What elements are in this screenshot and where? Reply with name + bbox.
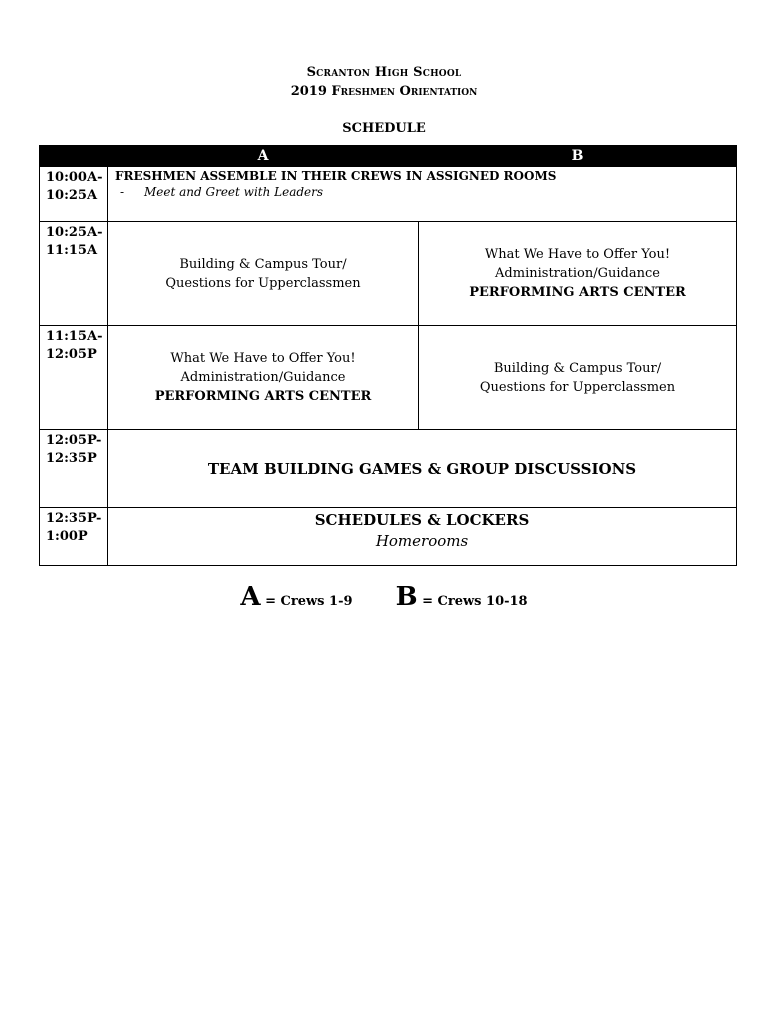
schedule-table (39, 145, 737, 566)
activity-cell (108, 508, 737, 566)
table-row (40, 430, 737, 508)
activity-line: Administration/Guidance (180, 370, 346, 385)
time-start: 12:35P- (46, 511, 102, 526)
table-row (40, 508, 737, 566)
activity-bullet (108, 184, 736, 200)
activity-location: PERFORMING ARTS CENTER (469, 285, 686, 300)
time-cell (40, 326, 108, 430)
activity-subtitle: Homerooms (375, 532, 469, 550)
schedule-title: SCHEDULE (342, 121, 426, 136)
legend-a-text: = Crews 1-9 (265, 594, 353, 609)
event-title: 2019 Freshmen Orientation (290, 84, 478, 99)
activity-line: Questions for Upperclassmen (479, 379, 676, 395)
time-start: 12:05P- (46, 433, 102, 448)
table-row (40, 326, 737, 430)
legend-b-text: = Crews 10-18 (422, 594, 528, 609)
activity-title: SCHEDULES & LOCKERS (314, 511, 530, 529)
table-row (40, 222, 737, 326)
bullet-text: Meet and Greet with Leaders (144, 185, 324, 199)
table-header-row (40, 146, 737, 167)
group-b-activity (419, 326, 737, 430)
school-name: Scranton High School (306, 65, 462, 80)
time-end: 12:05P (46, 347, 97, 362)
time-start: 10:25A- (46, 225, 103, 240)
activity-line: Building & Campus Tour/ (493, 360, 662, 376)
time-cell (40, 167, 108, 222)
activity-cell (108, 167, 737, 222)
activity-line: What We Have to Offer You! (484, 247, 671, 262)
time-end: 10:25A (46, 188, 98, 203)
group-b-activity (419, 222, 737, 326)
activity-line: What We Have to Offer You! (170, 351, 356, 366)
crew-legend (0, 582, 768, 612)
header-blank (40, 146, 108, 167)
time-start: 10:00A- (46, 170, 103, 185)
column-b-header: B (419, 146, 737, 167)
time-cell (40, 508, 108, 566)
activity-title: FRESHMEN ASSEMBLE IN THEIR CREWS IN ASSIGNED ROOMS (115, 169, 557, 183)
time-cell (40, 430, 108, 508)
activity-line: Building & Campus Tour/ (179, 256, 347, 272)
time-start: 11:15A- (46, 329, 103, 344)
column-a-header: A (108, 146, 419, 167)
time-end: 11:15A (46, 243, 98, 258)
time-end: 12:35P (46, 451, 97, 466)
activity-line: Administration/Guidance (495, 266, 660, 281)
legend-b-letter: B (395, 582, 418, 612)
group-a-activity (108, 222, 419, 326)
activity-line: Questions for Upperclassmen (165, 275, 361, 291)
activity-cell: TEAM BUILDING GAMES & GROUP DISCUSSIONS (108, 430, 737, 508)
group-a-activity (108, 326, 419, 430)
time-end: 1:00P (46, 529, 88, 544)
bullet-dash: - (120, 185, 125, 199)
activity-location: PERFORMING ARTS CENTER (154, 389, 372, 404)
table-row (40, 167, 737, 222)
legend-a-letter: A (240, 582, 261, 612)
time-cell (40, 222, 108, 326)
